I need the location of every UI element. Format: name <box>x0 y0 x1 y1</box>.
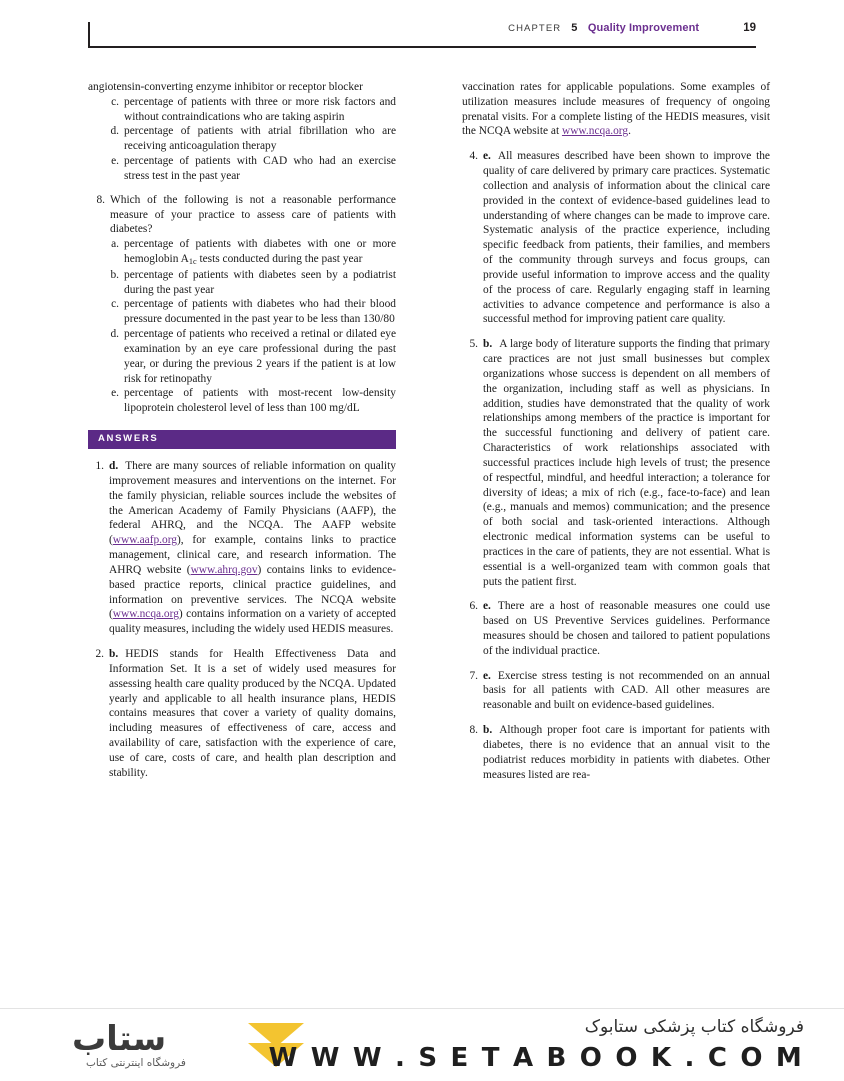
answer-letter: e. <box>483 150 491 163</box>
option-text <box>124 237 396 268</box>
answer-text <box>483 669 770 713</box>
list-item <box>105 124 396 154</box>
list-item <box>105 237 396 268</box>
brand-logo-subtitle: فروشگاه اینترنتی کتاب <box>86 1057 186 1069</box>
chapter-number: 5 <box>571 22 578 34</box>
option-marker: c. <box>111 95 119 108</box>
ncqa-link[interactable]: www.ncqa.org <box>112 608 179 621</box>
option-text-part1: percentage of patients with diabetes with one or more hemoglobin A <box>124 238 396 266</box>
answer-item <box>462 669 770 713</box>
subscript: 1c <box>188 257 197 267</box>
option-text: percentage of patients with three or more risk factors and without contraindications who are taking aspirin <box>124 95 396 123</box>
footer-tagline: فروشگاه کتاب پزشکی ستابوک <box>584 1017 804 1037</box>
answer-item <box>462 337 770 589</box>
answer-body: All measures described have been shown to improve the quality of care delivered by primary care practices. Systematic collection and analysis of information about the clinical care provided in the context of evidence-based guidelines lead to understanding of where changes can be made to improve care. Systematic analysis of the practice experience, including specific feedback from patients, their families, and members of the community through surveys and focus groups, can provide useful information to improve access and the quality of the process of care. Regularly engaging staff in learning activities to advance competence and performance is also a successful method for improving patient care quality. <box>483 150 770 326</box>
answer-text <box>109 459 396 637</box>
paragraph-part-2: . <box>628 125 631 138</box>
watermark-footer <box>0 1008 844 1081</box>
answer-text <box>483 723 770 782</box>
right-column <box>462 80 770 782</box>
answer-marker: 4. <box>469 150 478 163</box>
answer-text <box>109 647 396 780</box>
answer-body: A large body of literature supports the finding that primary care practices are not just small businesses but complex organizations whose success is dependent on all members of the organization, including staff as well as physicians. In addition, studies have demonstrated that the quality of work relationships among members of the practice is important for the successful functioning and delivery of patient care. Characteristics of work relationships associated with successful practices include high levels of trust; the presence of respectful, mindful, and heedful interaction; a tolerance for diversity of ideas; a mix of rich (e.g., face-to-face) and lean (e.g., manuals and memos) communication; and the presence of both social and task-oriented interactions. Although electronic medical information systems can be useful to practices in the care of patients, they are not essential. What is essential is a well-organized team with common goals that puts the patient first. <box>483 338 770 588</box>
answer-part-1: HEDIS stands for Health Effectiveness Data and Information Set. It is a set of widely used measures for assessing health care quality produced by the NCQA. Updated yearly and applicable to all health insurance plans, HEDIS contains measures that cover a variety of quality domains, including measures of effectiveness of care, access and availability of care, satisfaction with the experience of care, use of care, costs of care, and health plan description and stability. <box>109 648 396 779</box>
list-item <box>105 268 396 298</box>
answer-marker: 6. <box>469 600 478 613</box>
ahrq-link[interactable]: www.ahrq.gov <box>190 563 258 576</box>
answer-item <box>462 723 770 782</box>
list-item <box>105 327 396 386</box>
answer-text <box>483 149 770 327</box>
page-number: 19 <box>743 22 756 34</box>
answers-section-banner <box>88 430 396 449</box>
footer-url[interactable]: W W W . S E T A B O O K . C O M <box>268 1043 804 1073</box>
answer-body: There are a host of reasonable measures one could use based on US Preventive Services guidelines. Performance measures should be chosen and tailored to patient populations of the individual practice. <box>483 600 770 657</box>
answer-item <box>88 647 396 780</box>
answer-letter: b. <box>109 648 119 661</box>
answer-text <box>483 337 770 589</box>
answer-body: Exercise stress testing is not recommended on an annual basis for all patients with CAD. All other measures are reasonable and built on evidence-based guidelines. <box>483 669 770 712</box>
question-8 <box>88 193 396 416</box>
answer-item <box>88 459 396 637</box>
list-item <box>105 95 396 125</box>
option-marker: c. <box>111 298 119 311</box>
answer-part-4: ) contains information on a variety of accepted quality measures, including the widely used HEDIS measures. <box>109 608 396 636</box>
option-text-part2: tests conducted during the past year <box>196 253 363 266</box>
list-item <box>105 386 396 416</box>
answer-letter: e. <box>483 669 491 682</box>
ncqa-link[interactable]: www.ncqa.org <box>561 125 629 138</box>
option-marker: d. <box>110 125 119 138</box>
option-text: percentage of patients with atrial fibrillation who are receiving anticoagulation therapy <box>124 125 396 153</box>
answer-item <box>462 599 770 658</box>
answer-letter: b. <box>483 338 493 351</box>
answer-part-1: There are many sources of reliable information on quality improvement measures and interventions on the internet. For the family physician, reliable sources include the websites of the American Academy of Family Physicians (AAFP), the federal AHRQ, and the NCQA. The AAFP website ( <box>109 460 396 547</box>
brand-logo-text: ستاب <box>72 1019 167 1059</box>
option-text: percentage of patients with diabetes seen by a podiatrist during the past year <box>124 268 396 296</box>
question-7-options <box>105 95 396 184</box>
option-marker: d. <box>110 328 119 341</box>
left-column <box>88 80 396 780</box>
answer-marker: 1. <box>95 460 104 473</box>
answer-marker: 7. <box>469 669 478 682</box>
aafp-link[interactable]: www.aafp.org <box>112 534 178 547</box>
option-marker: a. <box>111 238 119 251</box>
header-left-tick <box>88 22 90 48</box>
option-marker: e. <box>111 387 119 400</box>
option-text: percentage of patients with diabetes who had their blood pressure documented in the past year to be less than 130/80 <box>124 298 396 326</box>
answer-body: Although proper foot care is important for patients with diabetes, there is no evidence that an annual visit to the podiatrist reduces morbidity in patients with diabetes. Other measures listed are rea- <box>483 724 770 781</box>
answer-part-2: ), for example, contains links to practice management, clinical care, and research information. The AHRQ website ( <box>109 534 396 576</box>
option-text: percentage of patients who received a retinal or dilated eye examination by an eye care professional during the past year, or during the previous 2 years if the patient is at low risk for retinopathy <box>124 328 396 385</box>
question-8-options <box>105 237 396 416</box>
answer-item <box>462 149 770 327</box>
chapter-label: CHAPTER <box>508 23 562 34</box>
question-text: Which of the following is not a reasonable performance measure of your practice to assess care of patients with diabetes? <box>110 193 396 236</box>
paragraph-part-1: vaccination rates for applicable populations. Some examples of utilization measures include measures of frequency of ongoing prenatal visits. For a complete listing of the HEDIS measures, visit the NCQA website at <box>462 81 770 138</box>
question-stem <box>88 193 396 237</box>
option-text: percentage of patients with CAD who had an exercise stress test in the past year <box>124 155 396 182</box>
answer-marker: 5. <box>469 338 478 351</box>
header-divider <box>88 46 756 48</box>
option-marker: e. <box>111 155 119 168</box>
answer-text <box>483 599 770 658</box>
answer-part-3: ) contains links to evidence-based practice reports, clinical practice guidelines, and information on preventive services. The NCQA website ( <box>109 563 396 621</box>
answer-letter: d. <box>109 460 119 473</box>
continued-paragraph <box>462 80 770 139</box>
answer-letter: b. <box>483 724 493 737</box>
page-bottom-fade <box>0 955 844 1010</box>
continued-option-text: angiotensin-converting enzyme inhibitor or receptor blocker <box>88 81 363 93</box>
option-marker: b. <box>110 268 119 281</box>
answer-letter: e. <box>483 600 491 613</box>
chapter-title: Quality Improvement <box>587 22 700 34</box>
answer-marker: 8. <box>469 724 478 737</box>
page-header <box>88 22 756 46</box>
option-text: percentage of patients with most-recent low-density lipoprotein cholesterol level of less than 100 mg/dL <box>124 387 396 415</box>
answers-banner-label: ANSWERS <box>98 433 159 445</box>
answer-marker: 2. <box>95 648 104 661</box>
list-item <box>105 154 396 184</box>
question-marker: 8. <box>96 193 105 206</box>
list-item <box>105 297 396 327</box>
